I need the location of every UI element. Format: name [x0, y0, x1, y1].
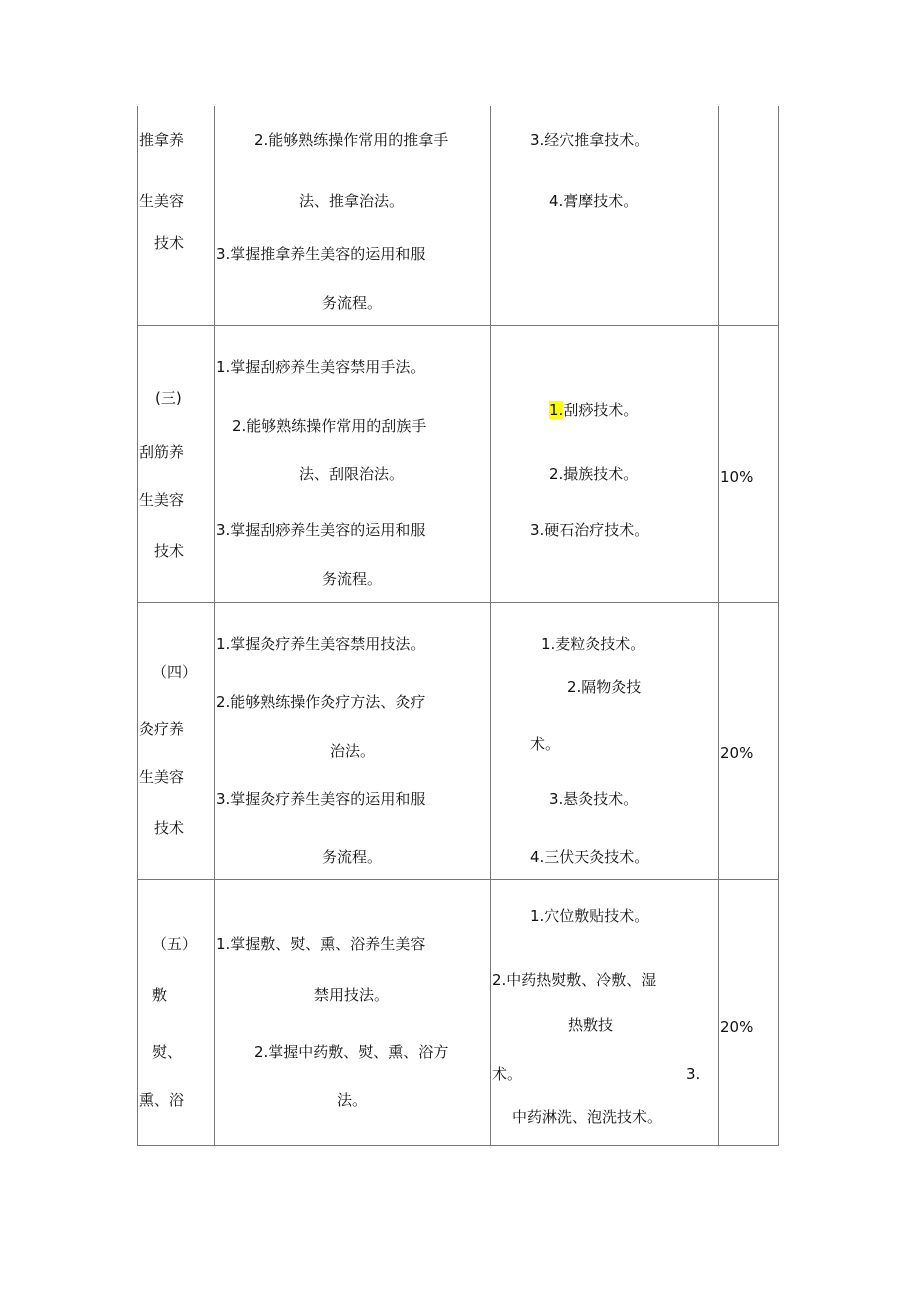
skill-text-line: 3.经穴推拿技术。 — [530, 131, 650, 149]
objective-text-line: 禁用技法。 — [314, 986, 390, 1004]
module-name-line: 技术 — [154, 542, 185, 560]
module-name-line: 灸疗养 — [139, 720, 185, 738]
module-name-line: 熨、 — [152, 1043, 183, 1061]
table-divider-1 — [214, 106, 215, 1146]
skill-text-line: 3.悬灸技术。 — [549, 790, 639, 808]
skill-text-line: 术。 — [492, 1065, 523, 1083]
objective-text-line: 治法。 — [330, 742, 376, 760]
row-divider-2 — [137, 602, 779, 603]
objective-text-line: 2.能够熟练操作常用的刮族手 — [232, 417, 427, 435]
module-name-line: （五） — [152, 935, 198, 953]
module-name-line: 生美容 — [139, 768, 185, 786]
skill-text-line: 2.撮族技术。 — [549, 465, 639, 483]
skill-text-line: 1.穴位敷贴技术。 — [530, 907, 650, 925]
skill-text-line: 术。 — [530, 735, 561, 753]
module-name-line: 生美容 — [139, 491, 185, 509]
module-name-line: (三) — [155, 389, 182, 407]
objective-text-line: 2.能够熟练操作灸疗方法、灸疗 — [216, 693, 426, 711]
objective-text-line: 法、推拿治法。 — [299, 192, 405, 210]
skill-text-line — [549, 400, 638, 420]
skill-text-line: 热敷技 — [568, 1016, 614, 1034]
objective-text-line: 3.掌握刮痧养生美容的运用和服 — [216, 521, 426, 539]
module-name-line: 技术 — [154, 234, 185, 252]
objective-text-line: 法、刮限治法。 — [299, 465, 405, 483]
module-name-line: 推拿养 — [139, 131, 185, 149]
row-divider-1 — [137, 325, 779, 326]
skill-text-line: 3. — [686, 1065, 701, 1083]
module-name-line: （四） — [152, 663, 198, 681]
table-divider-3 — [718, 106, 719, 1146]
table-border-left — [137, 106, 138, 1146]
objective-text-line: 务流程。 — [322, 294, 383, 312]
objective-text-line: 3.掌握推拿养生美容的运用和服 — [216, 245, 426, 263]
skill-text: 刮痧技术。 — [563, 401, 639, 419]
table-divider-2 — [490, 106, 491, 1146]
objective-text-line: 2.掌握中药敷、熨、熏、浴方 — [254, 1043, 449, 1061]
objective-text-line: 1.掌握灸疗养生美容禁用技法。 — [216, 635, 426, 653]
table-border-right — [778, 106, 779, 1146]
highlighted-number: 1. — [549, 401, 564, 419]
table-border-bottom — [137, 1145, 779, 1146]
weight-percent: 20% — [720, 1018, 754, 1036]
skill-text-line: 中药淋洗、泡洗技术。 — [512, 1108, 663, 1126]
objective-text-line: 1.掌握刮痧养生美容禁用手法。 — [216, 358, 426, 376]
module-name-line: 刮筋养 — [139, 443, 185, 461]
row-divider-3 — [137, 879, 779, 880]
skill-text-line: 2.隔物灸技 — [567, 678, 642, 696]
skill-text-line: 4.膏摩技术。 — [549, 192, 639, 210]
objective-text-line: 务流程。 — [322, 570, 383, 588]
weight-percent: 20% — [720, 744, 754, 762]
objective-text-line: 1.掌握敷、熨、熏、浴养生美容 — [216, 935, 426, 953]
module-name-line: 技术 — [154, 819, 185, 837]
skill-text-line: 4.三伏天灸技术。 — [530, 848, 650, 866]
module-name-line: 敷 — [152, 986, 168, 1004]
skill-text-line: 1.麦粒灸技术。 — [541, 635, 646, 653]
module-name-line: 生美容 — [139, 192, 185, 210]
skill-text-line: 3.硬石治疗技术。 — [530, 521, 650, 539]
objective-text-line: 3.掌握灸疗养生美容的运用和服 — [216, 790, 426, 808]
objective-text-line: 2.能够熟练操作常用的推拿手 — [254, 131, 449, 149]
objective-text-line: 务流程。 — [322, 848, 383, 866]
weight-percent: 10% — [720, 468, 754, 486]
module-name-line: 熏、浴 — [139, 1091, 185, 1109]
skill-text-line: 2.中药热熨敷、冷敷、湿 — [492, 971, 657, 989]
objective-text-line: 法。 — [337, 1091, 368, 1109]
